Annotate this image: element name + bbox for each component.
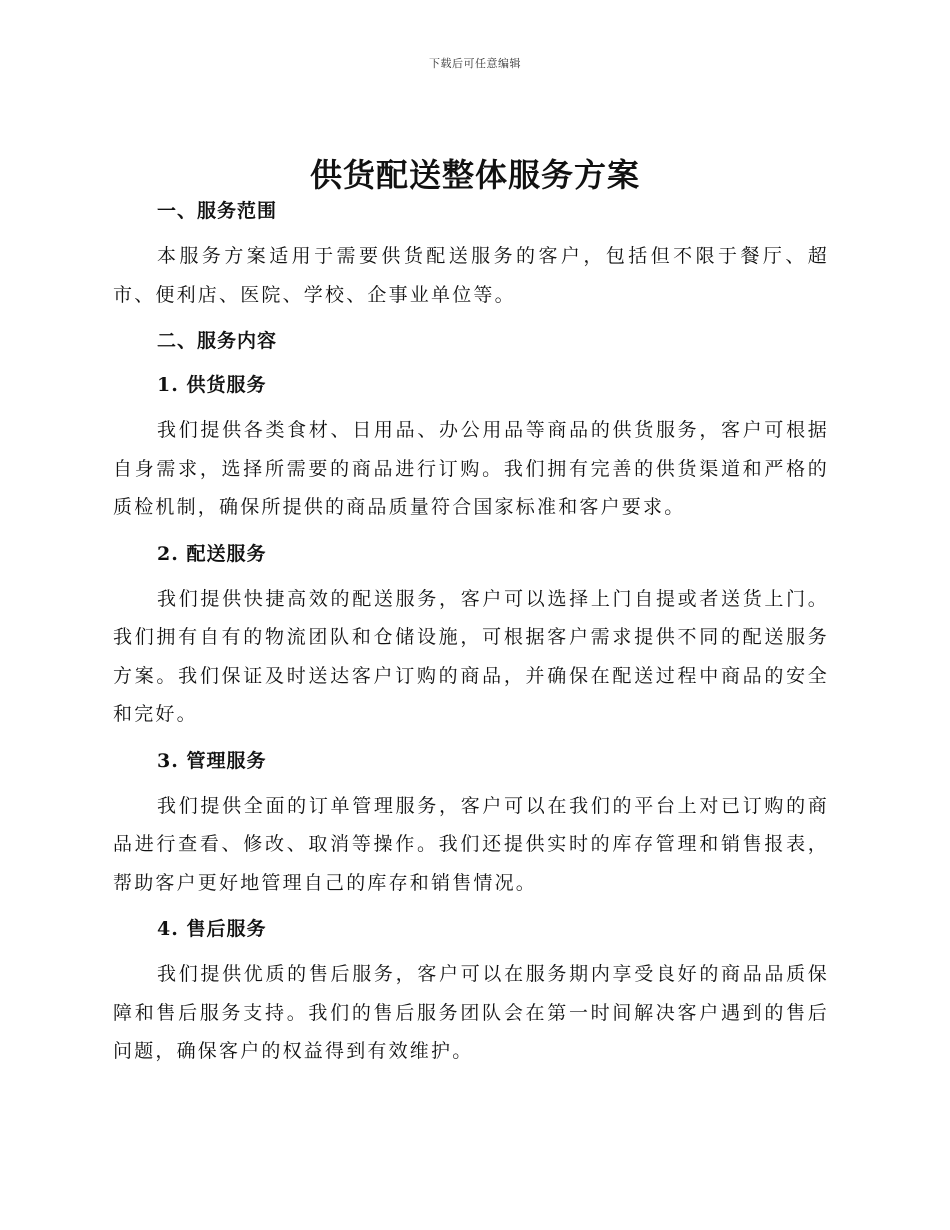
section-paragraph-supply: 我们提供各类食材、日用品、办公用品等商品的供货服务，客户可根据自身需求，选择所需要的商品进行订购。我们拥有完善的供货渠道和严格的质检机制，确保所提供的商品质量符合国家标准和客户要求。 [113,419,829,518]
section-heading-after-sales: 4. 售后服务 [157,918,267,940]
section-paragraph-delivery: 我们提供快捷高效的配送服务，客户可以选择上门自提或者送货上门。我们拥有自有的物流团队和仓储设施，可根据客户需求提供不同的配送服务方案。我们保证及时送达客户订购的商品，并确保在配送过程中商品的安全和完好。 [113,587,829,725]
header-note: 下载后可任意编辑 [429,57,521,70]
section-heading-management: 3. 管理服务 [157,749,267,772]
document-title: 供货配送整体服务方案 [309,156,640,194]
section-paragraph-scope: 本服务方案适用于需要供货配送服务的客户，包括但不限于餐厅、超市、便利店、医院、学校、企事业单位等。 [113,245,829,306]
section-heading-scope: 一、服务范围 [157,200,278,222]
document-body [113,196,829,1071]
section-paragraph-management: 我们提供全面的订单管理服务，客户可以在我们的平台上对已订购的商品进行查看、修改、取消等操作。我们还提供实时的库存管理和销售报表，帮助客户更好地管理自己的库存和销售情况。 [113,794,829,894]
section-paragraph-after-sales: 我们提供优质的售后服务，客户可以在服务期内享受良好的商品品质保障和售后服务支持。我们的售后服务团队会在第一时间解决客户遇到的售后问题，确保客户的权益得到有效维护。 [113,963,829,1062]
section-heading-content: 二、服务内容 [157,330,278,352]
section-heading-supply: 1. 供货服务 [157,374,267,396]
section-heading-delivery: 2. 配送服务 [157,542,267,565]
